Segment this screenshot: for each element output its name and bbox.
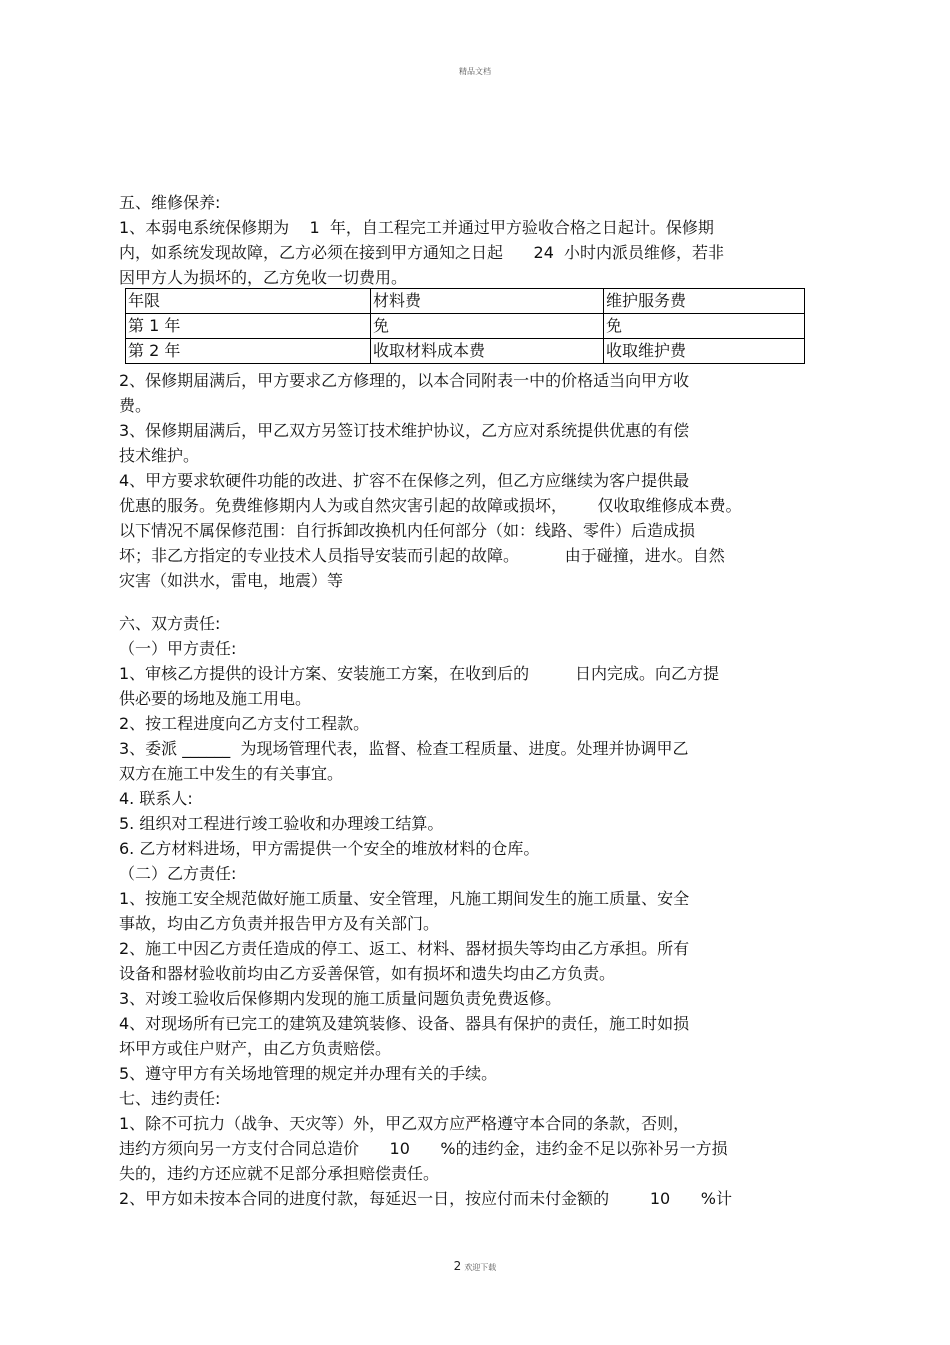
table-cell: 收取材料成本费 [371,339,604,364]
table-cell: 收取维护费 [604,339,805,364]
section-5-paragraph-line: 技术维护。 [119,446,200,465]
section-5-paragraph-line: 灾害（如洪水，雷电，地震）等 [119,571,344,590]
section-6-line: 1、审核乙方提供的设计方案、安装施工方案，在收到后的 日内完成。向乙方提 [119,664,719,683]
table-header-cell: 维护服务费 [604,289,805,314]
section-6-line: 2、按工程进度向乙方支付工程款。 [119,714,370,733]
section-spacer [119,593,809,611]
section-5-paragraph-line: 费。 [119,396,152,415]
section-6-title: 六、双方责任: [119,614,221,633]
section-5-paragraph-line: 坏；非乙方指定的专业技术人员指导安装而引起的故障。 由于碰撞，进水。自然 [119,546,725,565]
header-watermark: 精品文档 [459,67,491,76]
section-6-line: 设备和器材验收前均由乙方妥善保管，如有损坏和遗失均由乙方负责。 [119,964,616,983]
section-6-line: 6. 乙方材料进场，甲方需提供一个安全的堆放材料的仓库。 [119,839,540,858]
section-5-paragraph-line: 2、保修期届满后，甲方要求乙方修理的，以本合同附表一中的价格适当向甲方收 [119,371,690,390]
section-6-line: 双方在施工中发生的有关事宜。 [119,764,344,783]
section-7-line: 失的，违约方还应就不足部分承担赔偿责任。 [119,1164,440,1183]
footer-label: 欢迎下载 [464,1263,497,1272]
section-6-line: （二）乙方责任: [119,864,237,883]
section-7-title: 七、违约责任: [119,1089,221,1108]
section-5-paragraph-line: 因甲方人为损坏的，乙方免收一切费用。 [119,268,408,287]
table-row [126,314,805,339]
table-header-row [126,289,805,314]
table-header-cell: 材料费 [371,289,604,314]
section-6-line: （一）甲方责任: [119,639,237,658]
section-5-title: 五、维修保养: [119,193,221,212]
table-cell: 第 1 年 [126,314,371,339]
section-5-paragraph-line: 3、保修期届满后，甲乙双方另签订技术维护协议，乙方应对系统提供优惠的有偿 [119,421,690,440]
table-cell: 免 [371,314,604,339]
section-5-paragraph-line: 1、本弱电系统保修期为 1 年，自工程完工并通过甲方验收合格之日起计。保修期 [119,218,714,237]
section-6-line: 4、对现场所有已完工的建筑及建筑装修、设备、器具有保护的责任，施工时如损 [119,1014,690,1033]
section-6-line: 坏甲方或住户财产，由乙方负责赔偿。 [119,1039,392,1058]
section-7-line: 2、甲方如未按本合同的进度付款，每延迟一日，按应付而未付金额的 10 %计 [119,1189,732,1208]
section-6-line: 4. 联系人: [119,789,193,808]
section-6-line: 2、施工中因乙方责任造成的停工、返工、材料、器材损失等均由乙方承担。所有 [119,939,690,958]
section-7-line: 1、除不可抗力（战争、天灾等）外，甲乙双方应严格遵守本合同的条款，否则， [119,1114,690,1133]
table-header-cell: 年限 [126,289,371,314]
section-6-line: 5、遵守甲方有关场地管理的规定并办理有关的手续。 [119,1064,498,1083]
table-row [126,339,805,364]
section-5-paragraph-line: 内，如系统发现故障，乙方必须在接到甲方通知之日起 24 小时内派员维修，若非 [119,243,725,262]
warranty-fee-table [125,288,805,364]
document-body [119,190,809,1211]
section-5-paragraph-line: 4、甲方要求软硬件功能的改进、扩容不在保修之列，但乙方应继续为客户提供最 [119,471,690,490]
table-cell: 第 2 年 [126,339,371,364]
section-6-line: 3、委派 ______ 为现场管理代表，监督、检查工程质量、进度。处理并协调甲乙 [119,739,689,758]
page-number: 2 [453,1259,462,1273]
section-6-line: 1、按施工安全规范做好施工质量、安全管理，凡施工期间发生的施工质量、安全 [119,889,690,908]
page-footer [0,1259,950,1273]
section-5-paragraph-line: 以下情况不属保修范围：自行拆卸改换机内任何部分（如：线路、零件）后造成损 [119,521,696,540]
section-6-line: 事故，均由乙方负责并报告甲方及有关部门。 [119,914,440,933]
section-6-line: 5. 组织对工程进行竣工验收和办理竣工结算。 [119,814,444,833]
section-6-line: 供必要的场地及施工用电。 [119,689,312,708]
section-5-paragraph-line: 优惠的服务。免费维修期内人为或自然灾害引起的故障或损坏， 仅收取维修成本费。 [119,496,742,515]
section-7-line: 违约方须向另一方支付合同总造价 10 %的违约金，违约金不足以弥补另一方损 [119,1139,728,1158]
section-6-line: 3、对竣工验收后保修期内发现的施工质量问题负责免费返修。 [119,989,562,1008]
table-cell: 免 [604,314,805,339]
